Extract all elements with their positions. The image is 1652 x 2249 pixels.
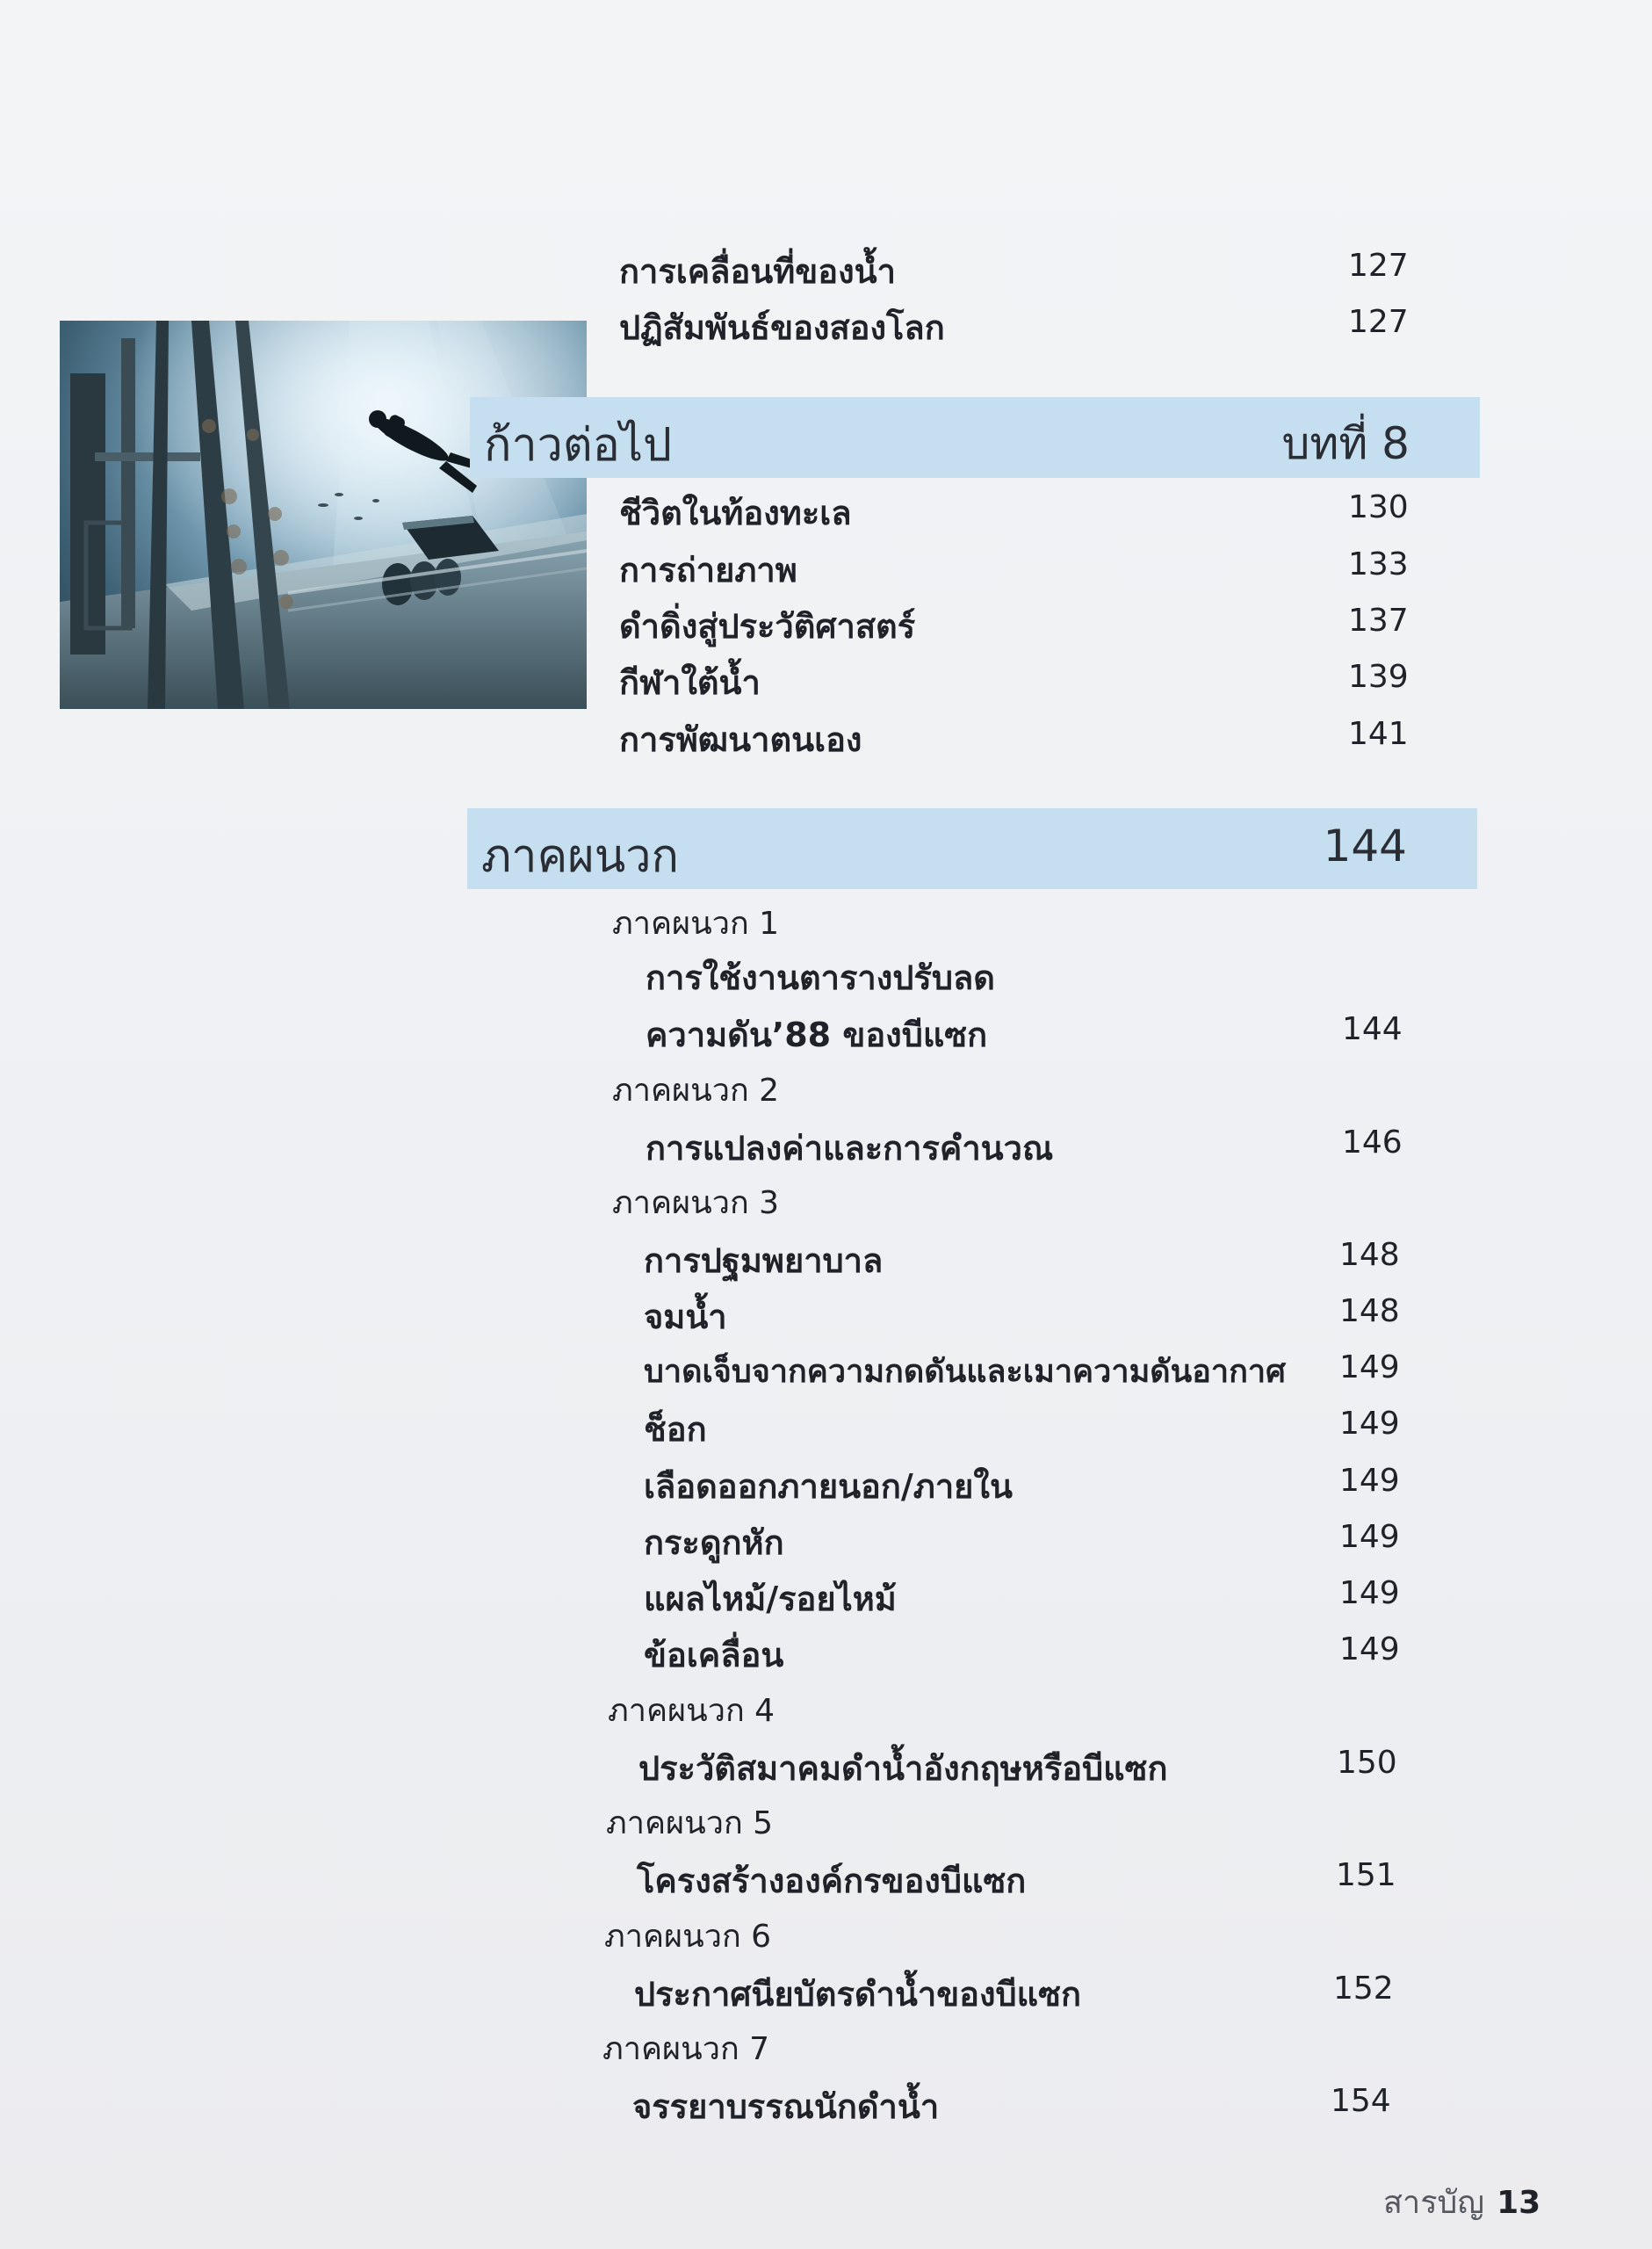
toc-entry-title: กีฬาใต้น้ำ <box>619 663 761 702</box>
footer-label: สารบัญ <box>1383 2185 1485 2221</box>
toc-entry-page: 152 <box>1333 1971 1394 2007</box>
toc-entry-title: แผลไหม้/รอยไหม้ <box>644 1580 897 1618</box>
toc-entry-title: การถ่ายภาพ <box>619 551 797 589</box>
toc-entry-page: 149 <box>1339 1463 1400 1499</box>
toc-entry <box>619 300 1410 350</box>
toc-entry-page: 130 <box>1348 489 1409 525</box>
toc-entry-title: ข้อเคลื่อน <box>644 1636 784 1674</box>
toc-entry-title: บาดเจ็บจากความกดดันและเมาความดันอากาศ <box>644 1354 1286 1390</box>
toc-entry-title: ชีวิตในท้องทะเล <box>619 494 852 532</box>
shipwreck-diver-photo <box>60 321 587 709</box>
toc-entry-title: กระดูกหัก <box>644 1523 784 1562</box>
toc-entry-page: 150 <box>1337 1745 1397 1781</box>
appendix-heading: ภาคผนวก 1 <box>612 906 780 942</box>
toc-entry-title: ปฏิสัมพันธ์ของสองโลก <box>619 308 945 347</box>
toc-entry-page: 144 <box>1342 1011 1403 1047</box>
appendix-page: 144 <box>1323 821 1407 871</box>
toc-entry-title: เลือดออกภายนอก/ภายใน <box>644 1467 1013 1506</box>
toc-entry-page: 148 <box>1339 1237 1400 1273</box>
toc-entry-page: 149 <box>1339 1575 1400 1611</box>
toc-entry-title: ความดัน’88 ของบีแซก <box>646 1016 988 1054</box>
chapter-label: บทที่ 8 <box>1281 418 1410 469</box>
toc-entry-page: 149 <box>1339 1406 1400 1442</box>
toc-entry-title: โครงสร้างองค์กรของบีแซก <box>637 1862 1027 1900</box>
toc-entry-page: 133 <box>1348 546 1409 582</box>
chapter-title: ก้าวต่อไป <box>484 419 673 472</box>
toc-entry-page: 127 <box>1348 304 1409 340</box>
toc-entry <box>619 244 1410 293</box>
appendix-heading: ภาคผนวก 2 <box>612 1073 780 1109</box>
toc-entry-title: การใช้งานตารางปรับลด <box>646 958 995 997</box>
toc-entry-page: 149 <box>1339 1519 1400 1555</box>
toc-entry-page: 141 <box>1348 716 1409 752</box>
toc-entry-page: 139 <box>1348 659 1409 695</box>
toc-entry-page: 151 <box>1336 1857 1396 1893</box>
appendix-heading: ภาคผนวก 6 <box>604 1919 772 1955</box>
appendix-heading: ภาคผนวก 7 <box>602 2031 770 2067</box>
toc-entry-page: 149 <box>1339 1349 1400 1385</box>
appendix-heading: ภาคผนวก 3 <box>612 1185 780 1221</box>
page-footer <box>1383 2177 1540 2227</box>
toc-entry-title: ประกาศนียบัตรดำน้ำของบีแซก <box>634 1975 1081 2014</box>
toc-entry-title: ช็อก <box>644 1410 707 1449</box>
toc-entry-page: 149 <box>1339 1631 1400 1667</box>
appendix-heading: ภาคผนวก 5 <box>606 1805 774 1841</box>
toc-entry-page: 137 <box>1348 603 1409 639</box>
appendix-bar <box>467 808 1477 889</box>
shipwreck-illustration <box>60 321 587 709</box>
appendix-title: ภาคผนวก <box>481 830 679 883</box>
toc-entry-title: จมน้ำ <box>644 1298 727 1336</box>
toc-entry-page: 146 <box>1342 1124 1403 1161</box>
toc-entry-title: ดำดิ่งสู่ประวัติศาสตร์ <box>619 607 916 646</box>
toc-entry-page: 148 <box>1339 1293 1400 1329</box>
toc-entry-page: 154 <box>1331 2083 1391 2119</box>
toc-entry-title: การแปลงค่าและการคำนวณ <box>646 1129 1054 1168</box>
appendix-heading: ภาคผนวก 4 <box>608 1693 776 1729</box>
toc-entry-title: การพัฒนาตนเอง <box>619 720 862 759</box>
toc-entry-title: การปฐมพยาบาล <box>644 1241 884 1280</box>
toc-entry-title: จรรยาบรรณนักดำน้ำ <box>632 2087 940 2126</box>
toc-entry-page: 127 <box>1348 248 1409 284</box>
toc-entry-title: การเคลื่อนที่ของน้ำ <box>619 252 896 291</box>
toc-entry-title: ประวัติสมาคมดำน้ำอังกฤษหรือบีแซก <box>638 1749 1168 1788</box>
chapter-bar <box>470 397 1480 478</box>
page-number: 13 <box>1497 2185 1541 2221</box>
